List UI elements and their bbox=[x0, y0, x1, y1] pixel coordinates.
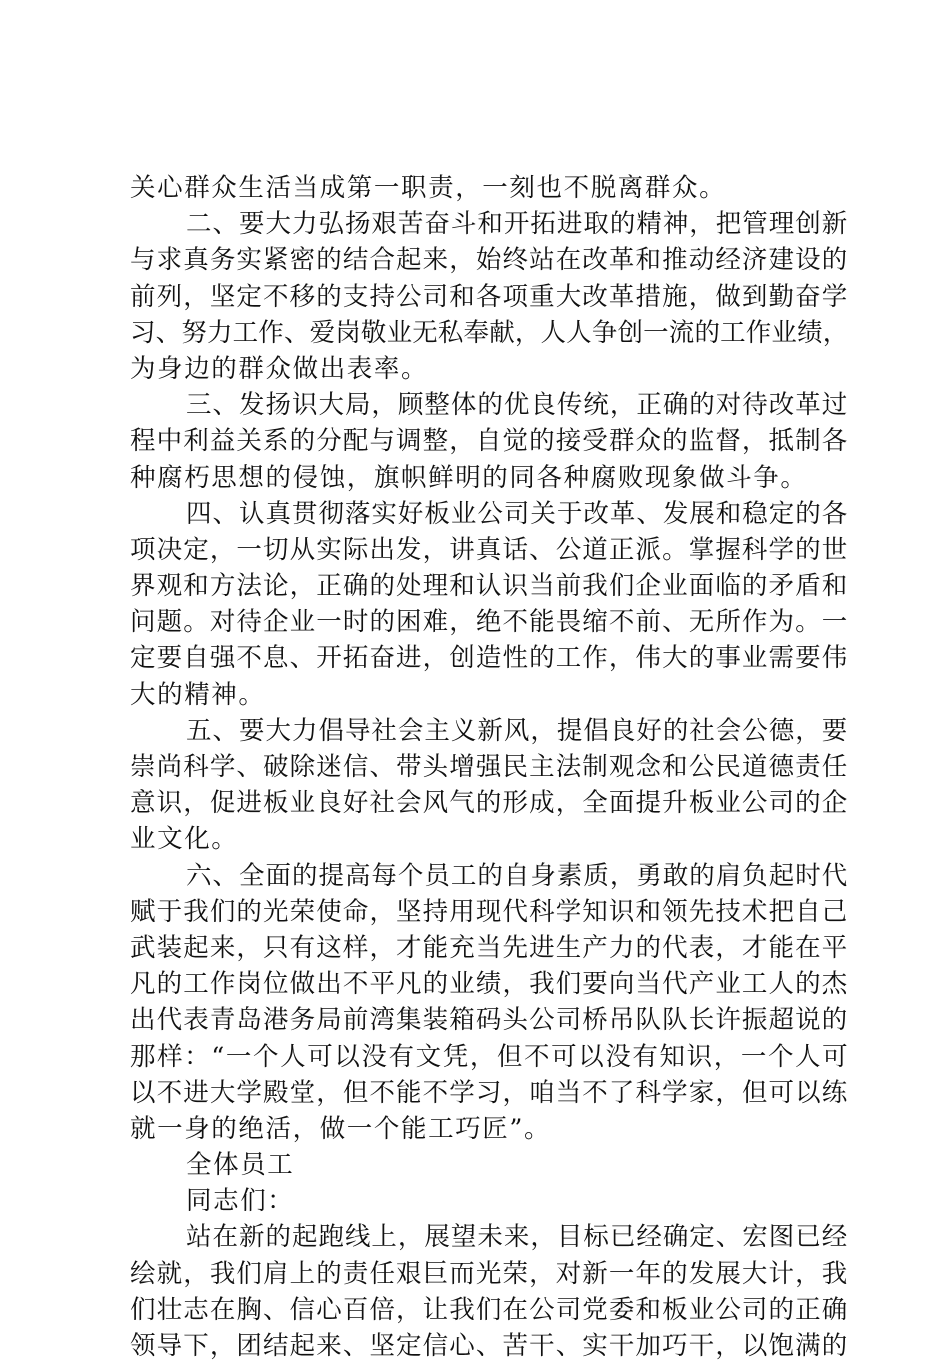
text-line: 绘就，我们肩上的责任艰巨而光荣，对新一年的发展大计，我 bbox=[130, 1258, 849, 1289]
text-line: 五、要大力倡导社会主义新风，提倡良好的社会公德，要 bbox=[186, 715, 849, 746]
text-line: 同志们： bbox=[186, 1186, 295, 1217]
text-line: 崇尚科学、破除迷信、带头增强民主法制观念和公民道德责任 bbox=[130, 752, 849, 782]
text-line: 习、努力工作、爱岗敬业无私奉献，人人争创一流的工作业绩， bbox=[130, 317, 849, 348]
text-line: 前列，坚定不移的支持公司和各项重大改革措施，做到勤奋学 bbox=[130, 281, 849, 312]
text-line: 三、发扬识大局，顾整体的优良传统，正确的对待改革过 bbox=[186, 390, 849, 421]
text-line: 关心群众生活当成第一职责，一刻也不脱离群众。 bbox=[130, 173, 727, 203]
text-line: 种腐朽思想的侵蚀，旗帜鲜明的同各种腐败现象做斗争。 bbox=[130, 462, 808, 493]
text-line: 站在新的起跑线上，展望未来，目标已经确定、宏图已经 bbox=[186, 1222, 849, 1253]
text-line: 二、要大力弘扬艰苦奋斗和开拓进取的精神，把管理创新 bbox=[186, 209, 849, 240]
text-line: 那样：“一个人可以没有文凭，但不可以没有知识，一个人可 bbox=[130, 1041, 850, 1072]
text-line: 六、全面的提高每个员工的自身素质，勇敢的肩负起时代 bbox=[186, 860, 849, 891]
text-line: 定要自强不息、开拓奋进，创造性的工作，伟大的事业需要伟 bbox=[130, 643, 849, 674]
text-line: 意识，促进板业良好社会风气的形成，全面提升板业公司的企 bbox=[130, 788, 849, 819]
text-line: 大的精神。 bbox=[130, 679, 266, 710]
text-line: 出代表青岛港务局前湾集装箱码头公司桥吊队队长许振超说的 bbox=[130, 1005, 849, 1036]
text-line: 问题。对待企业一时的困难，绝不能畏缩不前、无所作为。一 bbox=[130, 607, 849, 638]
text-line: 项决定，一切从实际出发，讲真话、公道正派。掌握科学的世 bbox=[130, 534, 849, 565]
text-line: 界观和方法论，正确的处理和认识当前我们企业面临的矛盾和 bbox=[130, 571, 849, 602]
text-line: 全体员工 bbox=[186, 1150, 295, 1181]
text-line: 就一身的绝活，做一个能工巧匠”。 bbox=[130, 1113, 552, 1144]
text-line: 以不进大学殿堂，但不能不学习，咱当不了科学家，但可以练 bbox=[130, 1077, 849, 1108]
text-line: 为身边的群众做出表率。 bbox=[130, 353, 429, 384]
text-line: 武装起来，只有这样，才能充当先进生产力的代表，才能在平 bbox=[130, 932, 849, 963]
text-line: 凡的工作岗位做出不平凡的业绩，我们要向当代产业工人的杰 bbox=[130, 969, 849, 1000]
text-line: 与求真务实紧密的结合起来，始终站在改革和推动经济建设的 bbox=[130, 245, 849, 276]
text-line: 赋于我们的光荣使命，坚持用现代科学知识和领先技术把自己 bbox=[130, 896, 849, 927]
text-line: 们壮志在胸、信心百倍，让我们在公司党委和板业公司的正确 bbox=[130, 1294, 849, 1325]
text-line: 程中利益关系的分配与调整，自觉的接受群众的监督，抵制各 bbox=[130, 426, 849, 457]
text-line: 四、认真贯彻落实好板业公司关于改革、发展和稳定的各 bbox=[186, 498, 849, 529]
text-line: 领导下，团结起来、坚定信心、苦干、实干加巧干，以饱满的 bbox=[130, 1331, 849, 1361]
document-body bbox=[130, 170, 850, 1364]
text-line: 业文化。 bbox=[130, 824, 239, 855]
